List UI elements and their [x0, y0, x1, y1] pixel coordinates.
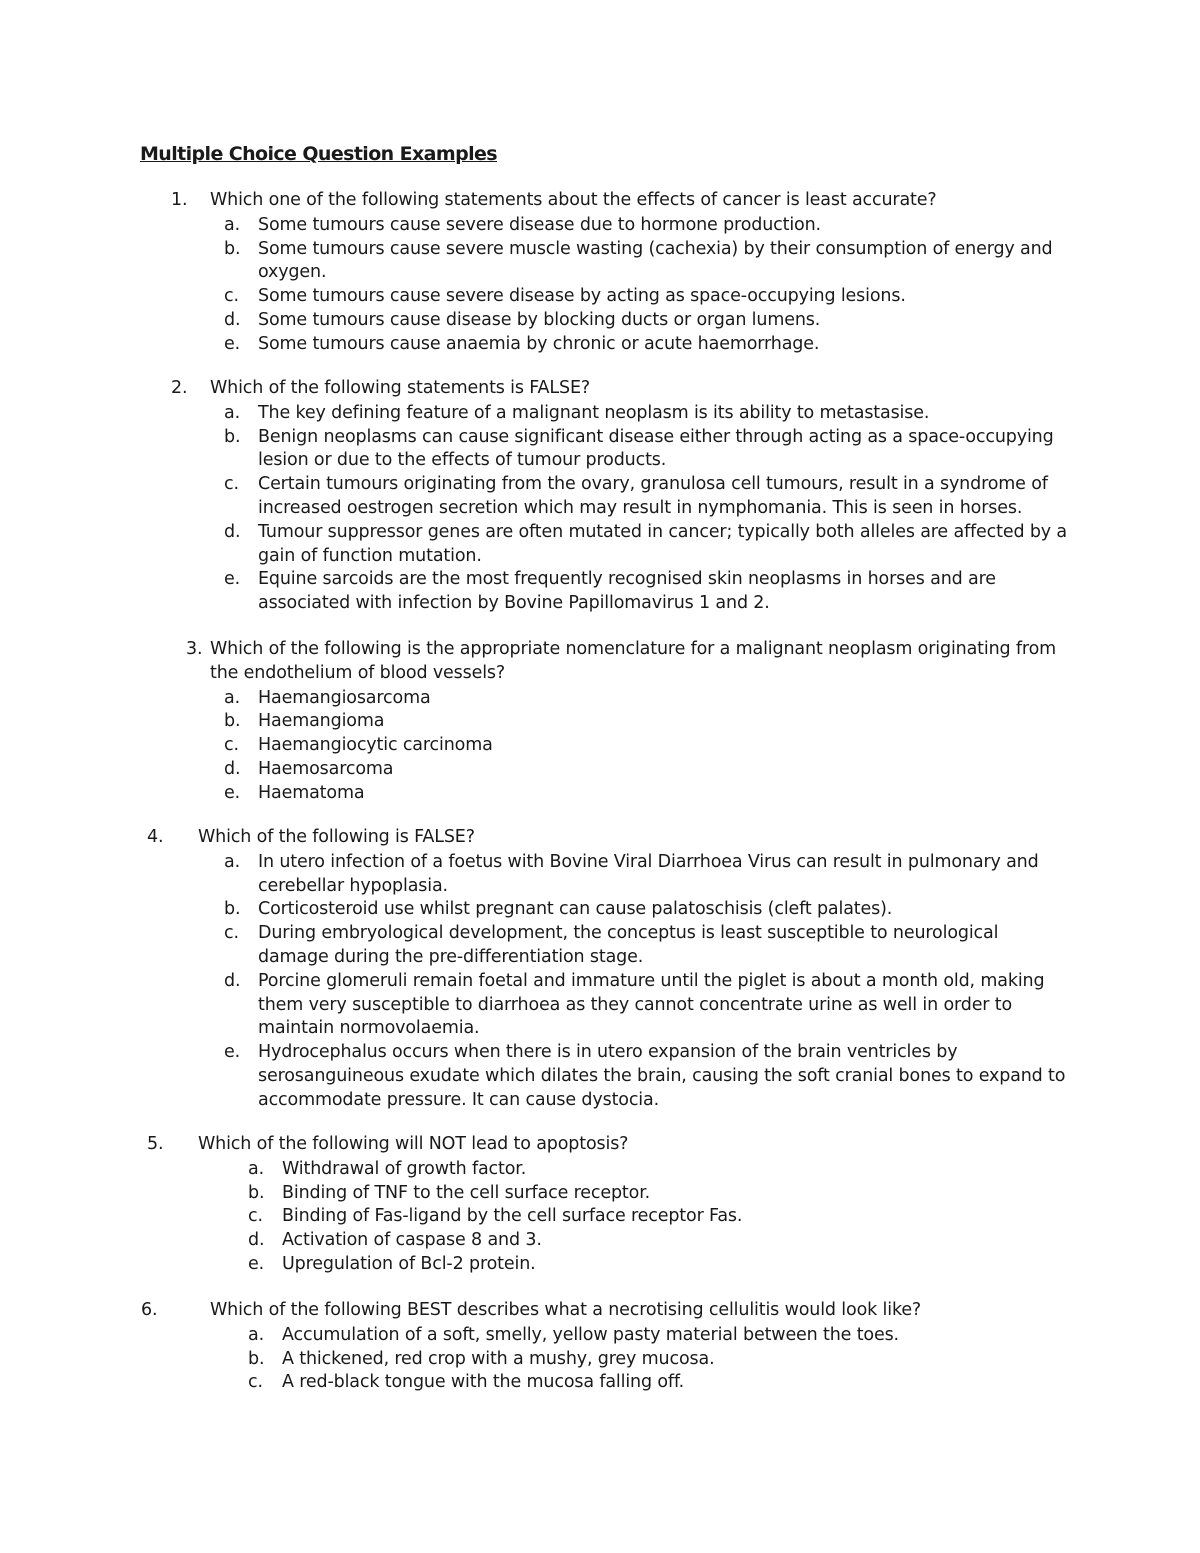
option-d	[224, 758, 1080, 782]
option-c	[248, 1371, 1080, 1395]
option-text: Some tumours cause severe disease due to hormone production.	[258, 214, 821, 235]
option-letter: b.	[248, 1182, 265, 1203]
option-text: Haemangioma	[258, 711, 385, 732]
question-text: Which one of the following statements about the effects of cancer is least accurate?	[210, 190, 937, 210]
question-number: 2.	[171, 378, 188, 398]
option-letter: e.	[224, 333, 241, 354]
option-letter: a.	[248, 1324, 264, 1345]
question-number: 4.	[147, 827, 164, 847]
option-letter: b.	[224, 238, 241, 259]
option-text: Equine sarcoids are the most frequently recognised skin neoplasms in horses and are associated with infection by Bovine Papillomavirus 1 and 2.	[258, 569, 996, 614]
option-letter: b.	[248, 1348, 265, 1369]
question-number: 6.	[141, 1300, 158, 1320]
option-text: Some tumours cause anaemia by chronic or acute haemorrhage.	[258, 333, 820, 354]
option-text: Some tumours cause severe disease by acting as space-occupying lesions.	[258, 286, 906, 307]
option-text: Haemangiocytic carcinoma	[258, 735, 493, 756]
option-text: Activation of caspase 8 and 3.	[282, 1230, 542, 1251]
question-5	[147, 1133, 1070, 1277]
option-text: Haemangiosarcoma	[258, 687, 431, 708]
option-a	[224, 214, 1070, 238]
option-d	[248, 1229, 1070, 1253]
question-text: Which of the following is FALSE?	[198, 827, 475, 847]
option-letter: c.	[224, 735, 239, 756]
option-text: Haemosarcoma	[258, 758, 394, 779]
option-letter: d.	[224, 758, 241, 779]
option-text: The key defining feature of a malignant neoplasm is its ability to metastasise.	[258, 402, 930, 423]
option-letter: e.	[224, 782, 241, 803]
option-a	[224, 402, 1070, 426]
option-letter: d.	[224, 521, 241, 542]
question-1	[171, 189, 1070, 357]
option-letter: a.	[224, 687, 240, 708]
option-a	[248, 1324, 1080, 1348]
question-6	[141, 1299, 1080, 1395]
option-d	[224, 970, 1070, 1041]
option-letter: a.	[248, 1158, 264, 1179]
option-text: Upregulation of Bcl-2 protein.	[282, 1253, 536, 1274]
option-letter: d.	[224, 309, 241, 330]
option-letter: b.	[224, 711, 241, 732]
question-number: 3.	[186, 639, 203, 659]
option-c	[224, 473, 1070, 521]
option-letter: d.	[248, 1230, 265, 1251]
option-b	[248, 1182, 1070, 1206]
option-c	[224, 734, 1080, 758]
option-c	[224, 285, 1070, 309]
option-text: Binding of Fas-ligand by the cell surface receptor Fas.	[282, 1206, 743, 1227]
option-letter: e.	[224, 569, 241, 590]
option-b	[224, 898, 1070, 922]
option-text: Accumulation of a soft, smelly, yellow pasty material between the toes.	[282, 1324, 899, 1345]
document-title: Multiple Choice Question Examples	[140, 143, 497, 165]
question-3	[186, 638, 1080, 806]
question-text: Which of the following BEST describes what a necrotising cellulitis would look like?	[210, 1300, 922, 1320]
option-text: Binding of TNF to the cell surface receptor.	[282, 1182, 651, 1203]
option-e	[224, 1041, 1070, 1112]
option-a	[224, 851, 1070, 899]
question-number: 1.	[171, 190, 188, 210]
option-b	[224, 710, 1080, 734]
option-letter: c.	[224, 286, 239, 307]
option-d	[224, 521, 1070, 569]
option-text: Corticosteroid use whilst pregnant can cause palatoschisis (cleft palates).	[258, 899, 893, 920]
option-c	[248, 1205, 1070, 1229]
option-b	[224, 426, 1070, 474]
option-text: Some tumours cause disease by blocking ducts or organ lumens.	[258, 309, 821, 330]
option-letter: a.	[224, 851, 240, 872]
question-text: Which of the following is the appropriate nomenclature for a malignant neoplasm originating from the endothelium of blood vessels?	[210, 639, 1057, 683]
option-text: Tumour suppressor genes are often mutated in cancer; typically both alleles are affected by a gain of function mutation.	[258, 521, 1067, 566]
option-text: Hydrocephalus occurs when there is in utero expansion of the brain ventricles by serosanguineous exudate which dilates the brain, causing the soft cranial bones to expand to accommodate pressure. It can cause dystocia.	[258, 1042, 1066, 1110]
option-letter: b.	[224, 426, 241, 447]
option-letter: b.	[224, 899, 241, 920]
option-d	[224, 309, 1070, 333]
option-letter: c.	[224, 923, 239, 944]
option-text: Haematoma	[258, 782, 365, 803]
option-text: A thickened, red crop with a mushy, grey mucosa.	[282, 1348, 715, 1369]
option-text: During embryological development, the conceptus is least susceptible to neurological damage during the pre-differentiation stage.	[258, 923, 999, 967]
question-2	[171, 377, 1070, 616]
option-text: Porcine glomeruli remain foetal and immature until the piglet is about a month old, making them very susceptible to diarrhoea as they cannot concentrate urine as well in order to maintain normovolaemia.	[258, 970, 1045, 1039]
option-a	[224, 687, 1080, 711]
option-letter: e.	[248, 1253, 265, 1274]
option-letter: c.	[248, 1206, 263, 1227]
option-e	[224, 782, 1080, 806]
option-letter: e.	[224, 1042, 241, 1063]
option-letter: c.	[248, 1372, 263, 1393]
option-text: In utero infection of a foetus with Bovine Viral Diarrhoea Virus can result in pulmonary and cerebellar hypoplasia.	[258, 851, 1039, 896]
option-b	[248, 1348, 1080, 1372]
option-text: Withdrawal of growth factor.	[282, 1158, 527, 1179]
option-letter: c.	[224, 474, 239, 495]
option-letter: a.	[224, 402, 240, 423]
option-e	[248, 1253, 1070, 1277]
question-number: 5.	[147, 1134, 164, 1154]
question-text: Which of the following statements is FALSE?	[210, 378, 590, 398]
option-text: A red-black tongue with the mucosa falling off.	[282, 1372, 685, 1393]
option-c	[224, 922, 1070, 970]
question-text: Which of the following will NOT lead to apoptosis?	[198, 1134, 629, 1154]
option-e	[224, 568, 1070, 616]
option-text: Some tumours cause severe muscle wasting (cachexia) by their consumption of energy and oxygen.	[258, 238, 1053, 283]
option-letter: a.	[224, 214, 240, 235]
option-e	[224, 333, 1070, 357]
option-a	[248, 1158, 1070, 1182]
option-text: Certain tumours originating from the ovary, granulosa cell tumours, result in a syndrome of increased oestrogen secretion which may result in nymphomania. This is seen in horses.	[258, 474, 1048, 518]
option-letter: d.	[224, 970, 241, 991]
option-text: Benign neoplasms can cause significant disease either through acting as a space-occupying lesion or due to the effects of tumour products.	[258, 426, 1054, 471]
question-4	[147, 826, 1070, 1113]
option-b	[224, 238, 1070, 286]
